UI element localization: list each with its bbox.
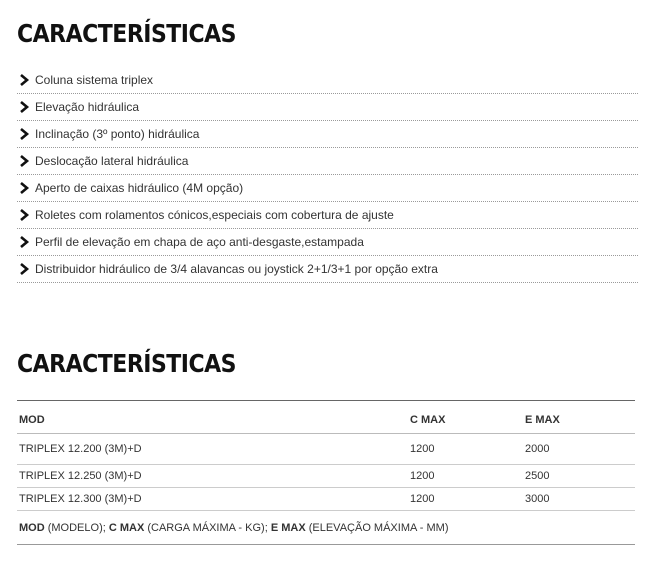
table-row (17, 488, 635, 511)
cell-c-max: 1200 (408, 434, 523, 465)
chevron-right-icon (17, 262, 31, 276)
legend-emax-desc: (ELEVAÇÃO MÁXIMA - MM) (305, 521, 449, 534)
chevron-right-icon (17, 127, 31, 141)
feature-text: Inclinação (3º ponto) hidráulica (35, 127, 200, 141)
legend-mod-abbr: MOD (19, 521, 45, 534)
feature-text: Deslocação lateral hidráulica (35, 154, 189, 168)
feature-text: Roletes com rolamentos cónicos,especiais com cobertura de ajuste (35, 208, 394, 222)
list-item (17, 256, 638, 283)
feature-list (17, 67, 638, 283)
cell-model: TRIPLEX 12.200 (3M)+D (17, 434, 408, 465)
list-item (17, 148, 638, 175)
chevron-right-icon (17, 100, 31, 114)
chevron-right-icon (17, 208, 31, 222)
table-row (17, 465, 635, 488)
list-item (17, 229, 638, 256)
list-item (17, 121, 638, 148)
table-header-row (17, 401, 635, 434)
chevron-right-icon (17, 154, 31, 168)
feature-text: Perfil de elevação em chapa de aço anti-desgaste,estampada (35, 235, 364, 249)
specs-title: CARACTERÍSTICAS (17, 350, 236, 379)
feature-text: Distribuidor hidráulico de 3/4 alavancas ou joystick 2+1/3+1 por opção extra (35, 262, 438, 276)
cell-c-max: 1200 (408, 465, 523, 488)
legend-emax-abbr: E MAX (270, 521, 306, 534)
feature-text: Coluna sistema triplex (35, 73, 154, 87)
chevron-right-icon (17, 181, 31, 195)
legend-row (17, 511, 635, 545)
cell-c-max: 1200 (408, 488, 523, 511)
chevron-right-icon (17, 235, 31, 249)
list-item (17, 175, 638, 202)
feature-text: Elevação hidráulica (35, 100, 140, 114)
cell-model: TRIPLEX 12.300 (3M)+D (17, 488, 408, 511)
table-legend (17, 511, 635, 545)
legend-mod-desc: (MODELO); (44, 521, 109, 534)
cell-e-max: 2500 (523, 465, 635, 488)
header-mod: MOD (17, 401, 408, 434)
legend-cmax-abbr: C MAX (108, 521, 145, 534)
header-e-max: E MAX (523, 401, 635, 434)
legend-cmax-desc: (CARGA MÁXIMA - KG); (144, 521, 271, 534)
table-row (17, 434, 635, 465)
feature-text: Aperto de caixas hidráulico (4M opção) (35, 181, 244, 195)
list-item (17, 94, 638, 121)
cell-model: TRIPLEX 12.250 (3M)+D (17, 465, 408, 488)
cell-e-max: 2000 (523, 434, 635, 465)
features-title: CARACTERÍSTICAS (17, 20, 236, 49)
chevron-right-icon (17, 73, 31, 87)
cell-e-max: 3000 (523, 488, 635, 511)
header-c-max: C MAX (408, 401, 523, 434)
list-item (17, 67, 638, 94)
list-item (17, 202, 638, 229)
spec-table (17, 400, 635, 545)
